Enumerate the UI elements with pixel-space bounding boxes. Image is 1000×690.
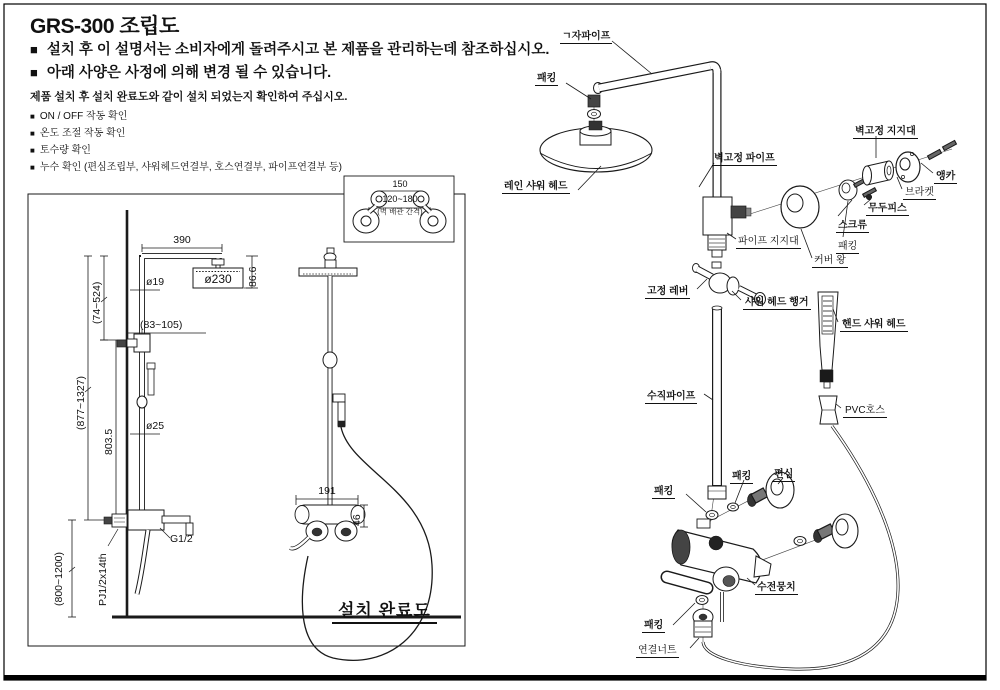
dim-body-height: 46: [351, 514, 363, 526]
dim-overall-height: (877~1327): [75, 375, 87, 430]
inset-dim-pipe-spacing: 120~180: [382, 194, 418, 204]
dim-upper-adjust: (74~524): [91, 281, 103, 324]
dim-head-drop: 86.6: [247, 266, 259, 287]
dim-install-height: (800~1200): [53, 551, 65, 606]
inset-note: (벽 배관 간격): [377, 207, 423, 216]
label-pipe-support: 파이프 지지대: [736, 232, 801, 249]
label-wall-fix-pipe: 벽고정 파이프: [712, 149, 777, 166]
label-shower-head-hanger: 샤워 헤드 행거: [743, 293, 811, 310]
label-wall-fix-support: 벽고정 지지대: [853, 122, 918, 139]
label-eccentric: 편심: [772, 465, 795, 482]
label-packing-pipe: 패킹: [652, 482, 675, 499]
confirm-intro: 제품 설치 후 설치 완료도와 같이 설치 되었는지 확인하여 주십시오.: [30, 91, 348, 103]
dim-outlet-thread: G1/2: [170, 533, 193, 545]
label-faucet-body: 수전뭉치: [755, 578, 798, 595]
label-packing-wall: 패킹: [836, 237, 859, 254]
label-bracket: 브라켓: [903, 183, 936, 200]
check-item: ■ 온도 조절 작동 확인: [30, 128, 126, 139]
square-bullet-icon: ■: [30, 146, 35, 155]
dim-upper-pipe-dia: ø19: [146, 276, 165, 288]
label-set-screw: 무두피스: [866, 199, 909, 216]
dim-body-width: 191: [318, 485, 336, 497]
label-packing-head: 패킹: [535, 69, 558, 86]
check-item: ■ 토수량 확인: [30, 145, 91, 156]
label-packing-body: 패킹: [730, 467, 753, 484]
label-rain-shower-head: 레인 샤워 헤드: [502, 177, 570, 194]
square-bullet-icon: ■: [30, 65, 38, 80]
label-cover-ring: 커버 왕: [812, 251, 848, 268]
square-bullet-icon: ■: [30, 112, 35, 121]
square-bullet-icon: ■: [30, 163, 35, 172]
dim-head-dia: ø230: [204, 272, 232, 286]
dim-inlet-thread: PJ1/2x14th: [97, 553, 109, 606]
square-bullet-icon: ■: [30, 42, 38, 57]
dim-wall-clearance: (83~105): [140, 319, 183, 331]
dim-pipe-length: 803.5: [103, 428, 115, 455]
note-line: ■ 아래 사양은 사정에 의해 변경 될 수 있습니다.: [30, 65, 332, 81]
label-connect-nut: 연결너트: [636, 641, 679, 658]
label-fix-lever: 고정 레버: [645, 282, 690, 299]
label-pvc-hose: PVC호스: [843, 401, 887, 418]
label-packing-bottom: 패킹: [642, 616, 665, 633]
installation-drawing-box: [28, 176, 465, 646]
inset-dim-center-distance: 150: [392, 179, 408, 189]
square-bullet-icon: ■: [30, 129, 35, 138]
label-hand-shower-head: 핸드 샤워 헤드: [840, 315, 908, 332]
note-line: ■ 설치 후 이 설명서는 소비자에게 돌려주시고 본 제품을 관리하는데 참조하십시오.: [30, 42, 550, 58]
page-title: GRS-300 조립도: [30, 15, 179, 38]
label-anchor: 앵카: [934, 167, 957, 184]
check-item: ■ ON / OFF 작동 확인: [30, 111, 128, 122]
dim-arm-length: 390: [173, 234, 191, 246]
page-border: [4, 4, 986, 680]
label-vertical-pipe: 수직파이프: [645, 387, 697, 404]
dim-lower-pipe-dia: ø25: [146, 420, 165, 432]
installation-complete-caption: 설치 완료도: [332, 596, 437, 624]
label-l-pipe: ㄱ자파이프: [560, 27, 612, 44]
side-view-drawing: [68, 210, 461, 617]
check-item: ■ 누수 확인 (편심조립부, 샤워헤드연결부, 호스연결부, 파이프연결부 등): [30, 162, 342, 173]
label-screw: 스크류: [836, 216, 869, 233]
